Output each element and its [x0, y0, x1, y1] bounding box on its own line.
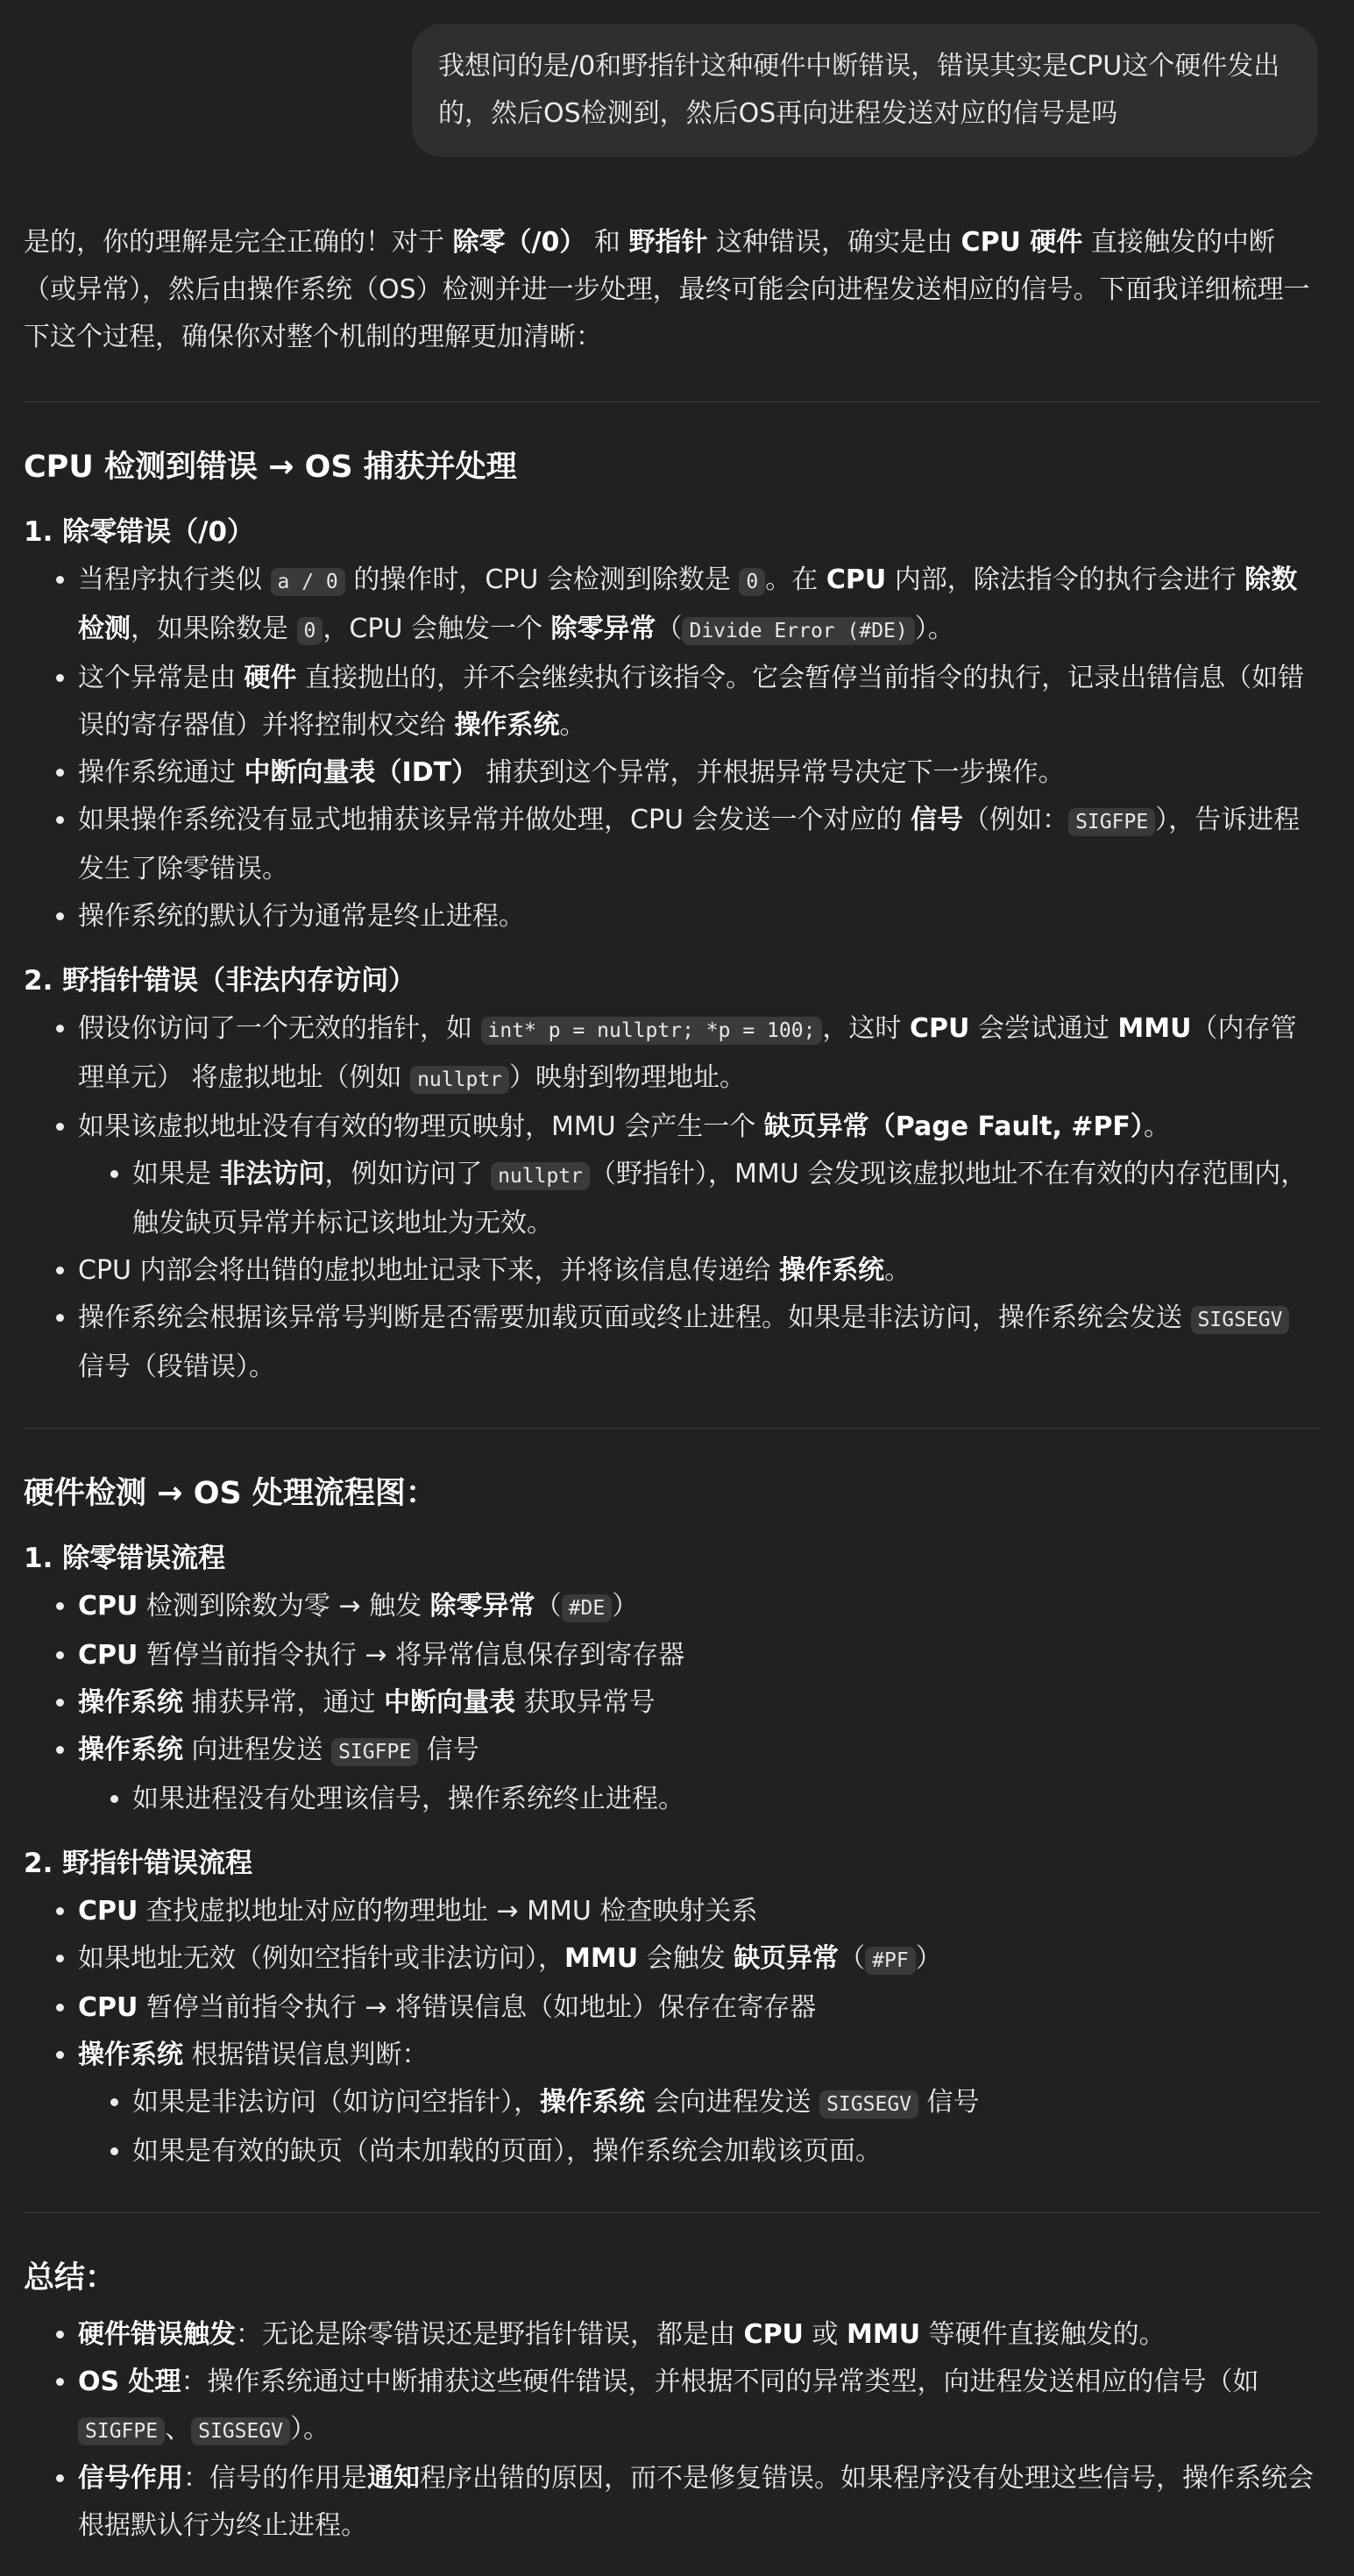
text: 检测到除数为零 → 触发: [138, 1591, 430, 1622]
inline-code: SIGFPE: [1068, 808, 1155, 836]
text: 。: [1143, 1111, 1170, 1142]
bullet-list: [24, 557, 1321, 940]
text: 是的，你的理解是完全正确的！对于: [24, 227, 453, 258]
assistant-response: [24, 219, 1321, 2550]
divider: [24, 401, 1321, 402]
bold-text: 中断向量表: [384, 1687, 516, 1718]
user-message-text: 我想问的是/0和野指针这种硬件中断错误，错误其实是CPU这个硬件发出的，然后OS检测到，然后OS再向进程发送对应的信号是吗: [438, 51, 1280, 129]
divider: [24, 1428, 1321, 1429]
list-item: [78, 1295, 1321, 1391]
section-heading: 硬件检测 → OS 处理流程图：: [24, 1476, 436, 1511]
bold-text: CPU: [78, 1896, 138, 1927]
list-item: [78, 1984, 1321, 2032]
inline-code: Divide Error (#DE): [682, 617, 914, 645]
text: ：信号的作用是: [183, 2463, 367, 2494]
bold-text: 操作系统: [78, 1735, 183, 1765]
bold-text: CPU: [78, 1992, 138, 2023]
list-item: [78, 2311, 1321, 2359]
text: ，CPU 会触发一个: [323, 614, 551, 644]
list-item: [132, 1151, 1321, 1247]
list-item: [78, 749, 1321, 797]
text: 捕获到这个异常，并根据异常号决定下一步操作。: [478, 757, 1065, 788]
text: 暂停当前指令执行 → 将异常信息保存到寄存器: [138, 1640, 685, 1671]
list-item: [78, 1935, 1321, 1984]
text: 的操作时，CPU 会检测到除数是: [344, 564, 740, 595]
text: 如果操作系统没有显式地捕获该异常并做处理，CPU 会发送一个对应的: [78, 805, 911, 835]
nested-bullet-list: [78, 1151, 1321, 1247]
text: 查找虚拟地址对应的物理地址 → MMU 检查映射关系: [138, 1896, 758, 1927]
text: 暂停当前指令执行 → 将错误信息（如地址）保存在寄存器: [138, 1992, 817, 2023]
text: ，例如访问了: [324, 1159, 492, 1189]
text: CPU 内部会将出错的虚拟地址记录下来，并将该信息传递给: [78, 1255, 780, 1286]
subsection-heading: 1. 除零错误流程: [24, 1543, 226, 1574]
nested-bullet-list: [78, 1776, 1321, 1823]
bold-text: 信号: [911, 805, 964, 835]
text: 如果进程没有处理该信号，操作系统终止进程。: [132, 1784, 684, 1814]
bold-text: 硬件: [244, 663, 297, 693]
text: 等硬件直接触发的。: [920, 2319, 1166, 2350]
bold-text: 操作系统: [779, 1255, 885, 1286]
inline-code: SIGFPE: [78, 2417, 165, 2445]
bold-text: 操作系统: [78, 2040, 183, 2070]
bullet-list: [24, 1005, 1321, 1391]
list-item: [78, 1727, 1321, 1823]
inline-code: 0: [739, 568, 765, 596]
bold-text: 硬件错误触发: [78, 2319, 236, 2350]
section-heading: CPU 检测到错误 → OS 捕获并处理: [24, 450, 517, 485]
bold-text: MMU: [564, 1943, 639, 1974]
list-item: [132, 2079, 1321, 2128]
list-item: [78, 557, 1321, 655]
text: 捕获异常，通过: [183, 1687, 385, 1718]
list-item: [78, 1247, 1321, 1295]
bold-text: CPU: [78, 1591, 138, 1622]
text: （野指针），MMU 会发现该虚拟地址不在有效的内存范围内，触发缺页异常并标记该地址为无效。: [132, 1159, 1308, 1238]
text: 信号: [918, 2087, 980, 2118]
list-item: [132, 1776, 1321, 1823]
list-item: [78, 2455, 1321, 2550]
text: 会尝试通过: [969, 1013, 1118, 1044]
section-heading: 总结：: [24, 2260, 117, 2296]
nested-bullet-list: [78, 2079, 1321, 2175]
text: ）: [612, 1591, 639, 1622]
bullet-list: [24, 1888, 1321, 2175]
text: 操作系统的默认行为通常是终止进程。: [78, 901, 525, 932]
bold-text: 操作系统: [540, 2087, 645, 2118]
text: （: [656, 614, 683, 644]
intro-paragraph: [24, 219, 1321, 361]
subsection-heading: 2. 野指针错误流程: [24, 1848, 253, 1879]
text: （内存管理单元） 将虚拟地址（例如: [78, 1013, 1297, 1093]
text: 。: [559, 710, 586, 741]
bold-text: 缺页异常: [734, 1943, 840, 1974]
bullet-list: [24, 2311, 1321, 2550]
bullet-list: [24, 1583, 1321, 1823]
bold-text: 除数检测: [78, 564, 1298, 644]
list-item: [78, 1103, 1321, 1247]
text: 内部，除法指令的执行会进行: [886, 564, 1245, 595]
bold-text: 信号作用: [78, 2463, 183, 2494]
user-message-bubble: [412, 24, 1318, 157]
list-item: [78, 1005, 1321, 1103]
bold-text: 中断向量表（IDT）: [244, 757, 479, 788]
text: ）。: [914, 614, 954, 644]
inline-code: a / 0: [271, 568, 345, 596]
bold-text: 除零异常: [550, 614, 656, 644]
inline-code: SIGSEGV: [191, 2417, 290, 2445]
text: 如果是有效的缺页（尚未加载的页面），操作系统会加载该页面。: [132, 2136, 882, 2167]
text: ：操作系统通过中断捕获这些硬件错误，并根据不同的异常类型，向进程发送相应的信号（如: [181, 2367, 1259, 2397]
inline-code: #PF: [865, 1947, 916, 1975]
list-item: [78, 1632, 1321, 1679]
text: 。在: [765, 564, 826, 595]
text: ，这时: [822, 1013, 910, 1044]
text: 如果是非法访问（如访问空指针），: [132, 2087, 540, 2118]
bold-text: CPU: [743, 2319, 804, 2350]
text: 这种错误，确实是由: [707, 227, 961, 258]
text: 如果地址无效（例如空指针或非法访问），: [78, 1943, 564, 1974]
bold-text: CPU 硬件: [961, 227, 1083, 258]
inline-code: SIGSEGV: [1191, 1306, 1290, 1334]
bold-text: MMU: [1117, 1013, 1192, 1044]
text: 或: [803, 2319, 847, 2350]
inline-code: nullptr: [410, 1066, 509, 1094]
text: 直接触发的中断（或异常），然后由操作系统（OS）检测并进一步处理，最终可能会向进程发送相应的信号。下面我详细梳理一下这个过程，确保你对整个机制的理解更加清晰：: [24, 227, 1310, 352]
text: 会向进程发送: [645, 2087, 820, 2118]
text: 信号: [418, 1735, 479, 1765]
list-item: [78, 2032, 1321, 2175]
text: 操作系统会根据该异常号判断是否需要加载页面或终止进程。如果是非法访问，操作系统会发送: [78, 1302, 1191, 1333]
text: 、: [165, 2414, 192, 2445]
text: 程序出错的原因，而不是修复错误。如果程序没有处理这些信号，操作系统会根据默认行为终止进程。: [78, 2463, 1314, 2541]
inline-code: nullptr: [491, 1162, 590, 1190]
bold-text: 操作系统: [78, 1687, 183, 1718]
text: （: [535, 1591, 562, 1622]
text: 信号（段错误）。: [78, 1352, 275, 1382]
inline-code: int* p = nullptr; *p = 100;: [481, 1017, 823, 1045]
bold-text: 除零异常: [429, 1591, 535, 1622]
text: ，如果除数是: [131, 614, 297, 644]
list-item: [78, 655, 1321, 749]
text: 当程序执行类似: [78, 564, 271, 595]
bold-text: CPU: [78, 1640, 138, 1671]
text: 操作系统通过: [78, 757, 245, 788]
bold-text: CPU: [909, 1013, 970, 1044]
text: 直接抛出的，并不会继续执行该指令。它会暂停当前指令的执行，记录出错信息（如错误的寄存器值）并将控制权交给: [78, 663, 1305, 741]
bold-text: 通知: [367, 2463, 420, 2494]
list-item: [78, 2359, 1321, 2455]
list-item: [78, 1583, 1321, 1632]
text: 获取异常号: [515, 1687, 656, 1718]
text: （: [839, 1943, 866, 1974]
bold-text: 非法访问: [219, 1159, 325, 1189]
text: ）。: [290, 2414, 330, 2445]
text: 根据错误信息判断：: [183, 2040, 429, 2070]
text: 假设你访问了一个无效的指针，如: [78, 1013, 481, 1044]
list-item: [78, 1679, 1321, 1727]
text: ）映射到物理地址。: [509, 1062, 747, 1093]
bold-text: 野指针: [628, 227, 708, 258]
inline-code: 0: [297, 617, 323, 645]
text: ），告诉进程发生了除零错误。: [78, 805, 1301, 884]
text: 如果是: [132, 1159, 220, 1189]
bold-text: 除零（/0）: [452, 227, 586, 258]
divider: [24, 2212, 1321, 2213]
bold-text: 操作系统: [454, 710, 560, 741]
bold-text: 缺页异常（Page Fault, #PF）: [763, 1111, 1144, 1142]
text: 如果该虚拟地址没有有效的物理页映射，MMU 会产生一个: [78, 1111, 764, 1142]
text: 向进程发送: [183, 1735, 332, 1765]
list-item: [78, 797, 1321, 893]
inline-code: SIGSEGV: [819, 2090, 918, 2118]
text: 会触发: [638, 1943, 734, 1974]
bold-text: CPU: [826, 564, 887, 595]
subsection-heading: 2. 野指针错误（非法内存访问）: [24, 965, 416, 997]
list-item: [132, 2128, 1321, 2175]
list-item: [78, 1888, 1321, 1935]
text: 和: [585, 227, 629, 258]
bold-text: MMU: [847, 2319, 921, 2350]
list-item: [78, 893, 1321, 940]
text: 这个异常是由: [78, 663, 245, 693]
inline-code: SIGFPE: [331, 1738, 418, 1766]
inline-code: #DE: [562, 1594, 613, 1622]
text: ：无论是除零错误还是野指针错误，都是由: [236, 2319, 744, 2350]
text: ）: [915, 1943, 942, 1974]
text: 。: [884, 1255, 911, 1286]
subsection-heading: 1. 除零错误（/0）: [24, 516, 255, 548]
bold-text: OS 处理: [78, 2367, 181, 2397]
text: （例如：: [963, 805, 1069, 835]
